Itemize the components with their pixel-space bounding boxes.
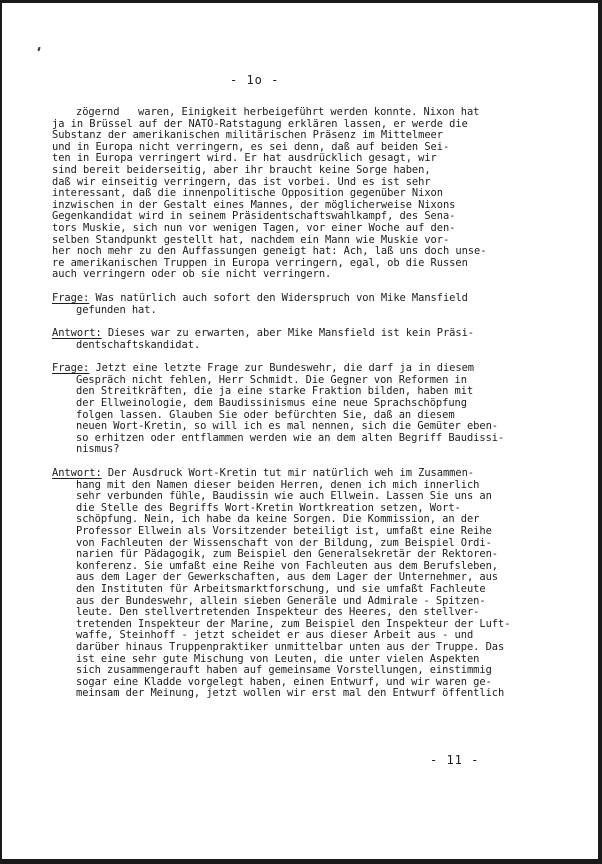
speaker-label: Frage: [52, 291, 90, 304]
text-line: Gegenkandidat wird in seinem Präsidentschaftswahlkampf, des Sena- [52, 210, 456, 223]
text-line: neuen Wort-Kretin, so will ich es mal nennen, sich die Gemüter eben- [76, 420, 498, 433]
text-line: narien für Pädagogik, zum Beispiel den Generalsekretär der Rektoren- [76, 548, 498, 561]
transcript-body [52, 107, 592, 712]
question-paragraph [52, 363, 592, 456]
text-line: schöpfung. Nein, ich habe da keine Sorgen. Die Kommission, an der [76, 513, 480, 526]
text-line: und in Europa nicht verringern, es sei denn, daß auf beiden Sei- [52, 140, 450, 153]
text-line: sehr verbunden fühle, Baudissin wie auch Ellwein. Lassen Sie uns an [76, 490, 492, 503]
text-line: den Streitkräften, die ja eine starke Fraktion bilden, haben mit [76, 385, 474, 398]
text-line: re amerikanischen Truppen in Europa verringern, egal, ob die Russen [52, 256, 468, 269]
text-line: inzwischen in der Gestalt eines Mannes, der möglicherweise Nixons [52, 198, 456, 211]
text-line: tors Muskie, sich nun vor wenigen Tagen, vor einer Woche auf den- [52, 221, 456, 234]
text-line: konferenz. Sie umfaßt eine Reihe von Fachleuten aus dem Berufsleben, [76, 559, 498, 572]
text-line: daß wir einseitig verringern, das ist vorbei. Und es ist sehr [52, 175, 431, 188]
text-line: so erhitzen oder entflammen werden wie an dem alten Begriff Baudissi- [76, 431, 505, 444]
page-number-top: - 1o - [230, 73, 280, 87]
text-line: ist eine sehr gute Mischung von Leuten, die unter vielen Aspekten [76, 652, 480, 665]
text-line: hang mit den Namen dieser beiden Herren, denen ich mich innerlich [76, 478, 480, 491]
text-line: den Instituten für Arbeitsmarktforschung, und sie umfaßt Fachleute [76, 582, 486, 595]
text-line: interessant, daß die innenpolitische Opposition gegenüber Nixon [52, 187, 443, 200]
text-line: aus der Bundeswehr, allein sieben Generäle und Admirale - Spitzen- [76, 594, 486, 607]
text-line: tretenden Inspekteur der Marine, zum Beispiel den Inspekteur der Luft- [76, 617, 511, 630]
text-line: sogar eine Kladde vorgelegt haben, einen Entwurf, und wir waren ge- [76, 675, 492, 688]
text-line: folgen lassen. Glauben Sie oder befürchten Sie, daß an diesem [76, 408, 455, 421]
line-text: Der Ausdruck Wort-Kretin tut mir natürlich weh im Zusammen- [101, 467, 474, 480]
text-line: sich zusammengerauft haben auf gemeinsame Vorstellungen, einstimmig [76, 664, 492, 677]
text-line: Substanz der amerikanischen militärischen Präsenz im Mittelmeer [52, 129, 443, 142]
text-line: zögernd waren, Einigkeit herbeigeführt werden konnte. Nixon hat [76, 106, 480, 118]
answer-paragraph [52, 328, 592, 351]
text-line: gefunden hat. [76, 303, 157, 316]
text-line: sind bereit beiderseitig, aber ihr braucht keine Sorge haben, [52, 163, 431, 176]
speaker-label: Antwort: [52, 327, 102, 340]
answer-paragraph [52, 468, 592, 700]
line-text: Dieses war zu erwarten, aber Mike Mansfield ist kein Präsi- [101, 327, 474, 340]
text-line: meinsam der Meinung, jetzt wollen wir erst mal den Entwurf öffentlich [76, 687, 505, 700]
text-line: dentschaftskandidat. [76, 338, 201, 351]
text-line [52, 328, 592, 340]
text-line: nismus? [76, 443, 120, 456]
text-line [52, 293, 592, 305]
speaker-label: Frage: [52, 362, 90, 375]
text-line: Professor Ellwein als Vorsitzender beteiligt ist, umfaßt eine Reihe [76, 525, 492, 537]
text-line: der Ellweinologie, dem Baudissinismus eine neue Sprachschöpfung [76, 397, 467, 410]
line-text: Jetzt eine letzte Frage zur Bundeswehr, die darf ja in diesem [89, 362, 474, 375]
text-line: Gespräch nicht fehlen, Herr Schmidt. Die Gegner von Reformen in [76, 373, 467, 386]
text-line [52, 468, 592, 480]
text-line: aus dem Lager der Gewerkschaften, aus dem Lager der Unternehmer, aus [76, 571, 498, 584]
text-line: selben Standpunkt gestellt hat, nachdem ein Mann wie Muskie vor- [52, 233, 450, 246]
page-number-bottom: - 11 - [430, 753, 480, 767]
text-line: leute. Den stellvertretenden Inspekteur des Heeres, den stellver- [76, 606, 480, 619]
speaker-label: Antwort: [52, 467, 102, 480]
text-line: ten in Europa verringert wird. Er hat ausdrücklich gesagt, wir [52, 152, 437, 165]
document-page [2, 3, 598, 859]
text-line: von Fachleuten der Wissenschaft von der Bildung, zum Beispiel Ordi- [76, 536, 492, 549]
text-line: die Stelle des Begriffs Wort-Kretin Wortkreation setzen, Wort- [76, 501, 461, 514]
text-line: auch verringern oder ob sie nicht verringern. [52, 268, 332, 281]
text-line: darüber hinaus Truppenpraktiker unmittelbar unten aus der Truppe. Das [76, 640, 505, 653]
scan-speck [37, 47, 40, 51]
text-line: ja in Brüssel auf der NATO-Ratstagung erklären lassen, er werde die [52, 117, 468, 130]
line-text: Was natürlich auch sofort den Widerspruch von Mike Mansfield [89, 291, 468, 304]
question-paragraph [52, 293, 592, 316]
text-line: waffe, Steinhoff - jetzt scheidet er aus dieser Arbeit aus - und [76, 629, 474, 642]
text-line: her noch mehr zu den Auffassungen geneigt hat: Ach, laß uns doch unse- [52, 245, 487, 258]
continuation-paragraph [52, 107, 592, 281]
